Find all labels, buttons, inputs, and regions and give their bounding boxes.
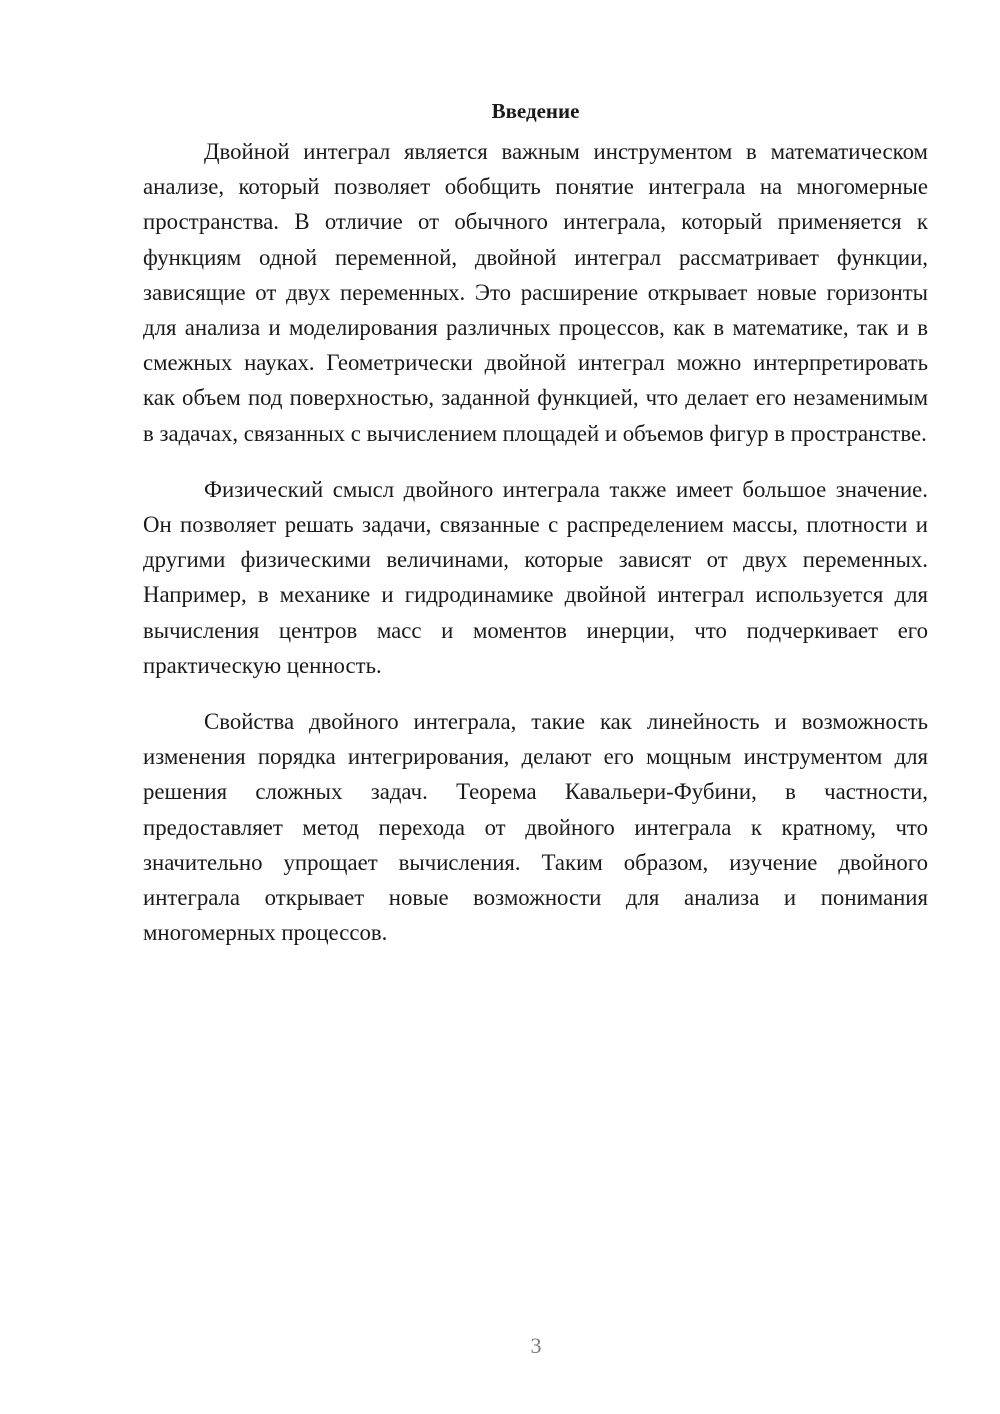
paragraph-1: Двойной интеграл является важным инструментом в математическом анализе, который позволяет обобщить понятие интеграла на многомерные пространства. В отличие от обычного интеграла, который применяется к функциям одной переменной, двойной интеграл рассматривает функции, зависящие от двух переменных. Это расширение открывает новые горизонты для анализа и моделирования различных процессов, как в математике, так и в смежных науках. Геометрически двойной интеграл можно интерпретировать как объем под поверхностью, заданной функцией, что делает его незаменимым в задачах, связанных с вычислением площадей и объемов фигур в пространстве. bbox=[143, 139, 928, 446]
section-title: Введение bbox=[491, 99, 580, 123]
paragraph-2: Физический смысл двойного интеграла также имеет большое значение. Он позволяет решать задачи, связанные с распределением массы, плотности и другими физическими величинами, которые зависят от двух переменных. Например, в механике и гидродинамике двойной интеграл используется для вычисления центров масс и моментов инерции, что подчеркивает его практическую ценность. bbox=[143, 476, 928, 678]
page-content bbox=[143, 96, 928, 950]
page-number: 3 bbox=[530, 1333, 542, 1358]
paragraph-3: Свойства двойного интеграла, такие как линейность и возможность изменения порядка интегрирования, делают его мощным инструментом для решения сложных задач. Теорема Кавальери-Фубини, в частности, предоставляет метод перехода от двойного интеграла к кратному, что значительно упрощает вычисления. Таким образом, изучение двойного интеграла открывает новые возможности для анализа и понимания многомерных процессов. bbox=[143, 709, 928, 946]
